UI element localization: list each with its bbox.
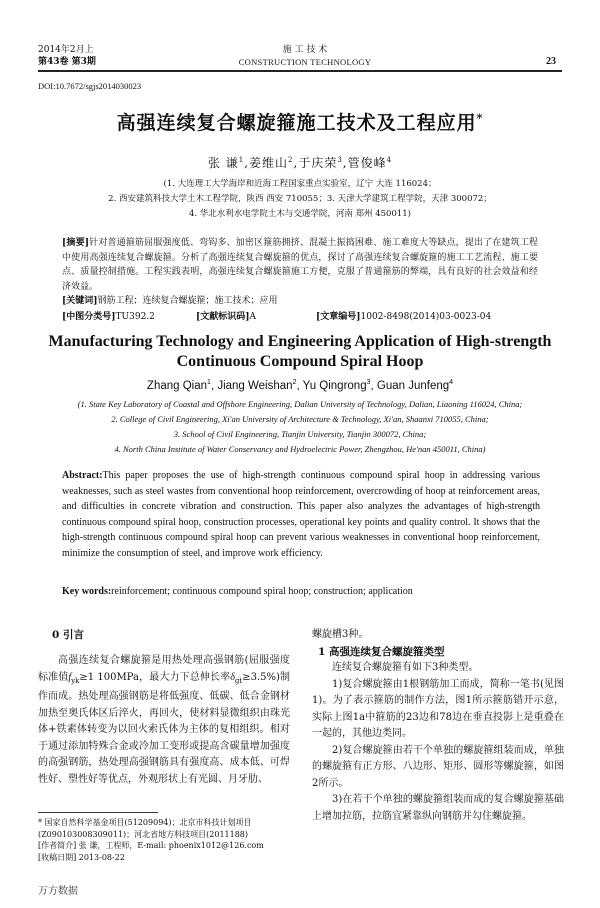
page-number: 23	[546, 56, 556, 67]
clc-label: [中图分类号]	[62, 312, 116, 322]
journal-name-cn: 施 工 技 术	[282, 45, 328, 55]
abstract-en-label: Abstract:	[62, 470, 103, 481]
abstract-en-text: This paper proposes the use of high-strength continuous compound spiral hoop in addressing various weaknesses, such as steel wastes from conventional hoop reinforcement, overcrowding of hoop at reinforcement areas, and difficulties in concrete vibration and construction. This paper also analyzes the advantages of high-strength continuous compound spiral hoop, construction processes, operational key points and quality control. It shows that the high-strength continuous compound spiral hoop can prevent various weaknesses in conventional hoop reinforcement, minimize the consumption of steel, and improve work efficiency.	[62, 470, 540, 559]
art-label: [文章编号]	[316, 312, 361, 322]
title-cn-text: 高强连续复合螺旋箍施工技术及工程应用	[116, 112, 477, 134]
author-en: Guan Junfeng	[376, 379, 450, 392]
keywords-en-text: reinforcement; continuous compound spiral hoop; construction; application	[111, 586, 413, 597]
header-rule	[38, 70, 562, 72]
watermark: 万方数据	[38, 886, 78, 897]
keywords-cn	[62, 293, 538, 306]
authors-en: Zhang Qian$^1$, Jiang Weishan$^2$, Yu Qingrong$^3$, Guan Junfeng$^4$	[146, 379, 454, 392]
author-cn: 于庆荣	[298, 156, 338, 170]
journal-issue-info	[38, 44, 96, 68]
affiliation-cn: 2. 西安建筑科技大学土木工程学院，陕西 西安 710055；3. 天津大学建筑工程学院，天津 300072；	[108, 194, 492, 204]
title-cn	[40, 108, 560, 135]
affiliation-en: (1. State Key Laboratory of Coastal and Offshore Engineering, Dalian University of Technology, Dalian, Liaoning 116024, China;	[77, 399, 523, 409]
type-item-2: 2)复合螺旋箍由若干个单独的螺旋箍组装而成，单独的螺旋箍有正方形、八边形、矩形、圆形等螺旋箍，如图2所示。	[312, 744, 564, 789]
affiliation-en: 4. North China Institute of Water Conservancy and Hydroelectric Power, Zhengzhou, He'nan 450011, China)	[114, 444, 486, 454]
journal-name-en: CONSTRUCTION TECHNOLOGY	[238, 57, 372, 67]
keywords-en	[62, 586, 540, 597]
title-en-line: Manufacturing Technology and Engineering Application of High-strength	[48, 333, 552, 350]
section-heading-intro: 0 引言	[52, 629, 84, 641]
title-en-line: Continuous Compound Spiral Hoop	[176, 353, 424, 370]
abstract-cn-text: 针对普通箍筋屈服强度低、弯钩多、加密区箍筋拥挤、混凝土振捣困难、施工难度大等缺点，提出了在建筑工程中使用高强连续复合螺旋箍。分析了高强连续复合螺旋箍的优点，探讨了高强连续复合螺旋箍的施工工艺流程、施工要点、质量控制措施。工程实践表明，高强连续复合螺旋箍施工方便，克服了普通箍筋的弊端，具有良好的社会效益和经济效益。	[62, 238, 538, 292]
issue-volume: 第43卷 第3期	[38, 57, 96, 67]
journal-name	[210, 44, 400, 68]
author-en: Jiang Weishan	[217, 379, 293, 392]
clc-value: TU392.2	[115, 312, 155, 322]
footnote-fund: * 国家自然科学基金项目(51209094)；北京市科技计划项目(Z090103008309011)；河北省地方科技项目(2011188)	[38, 818, 252, 839]
footnote-author: [作者简介] 张 谦，工程师，E-mail: phoenix1012@126.com	[38, 841, 264, 850]
keywords-cn-text: 钢筋工程；连续复合螺旋箍；施工技术；应用	[97, 296, 278, 306]
author-cn: 张 谦	[207, 156, 239, 170]
type-item-1: 1)复合螺旋箍由1根钢筋加工而成，简称一笔书(见图1)。为了表示箍筋的制作方法，图1所示箍筋错开示意，实际上图1a中箍筋的23边和78边在垂直投影上是重叠在一起的，其他边类同。	[312, 678, 564, 739]
abstract-en	[62, 468, 540, 561]
art-value: 1002-8498(2014)03-0023-04	[360, 312, 492, 322]
footnote-rule	[38, 812, 158, 813]
affiliation-en: 3. School of Civil Engineering, Tianjin University, Tianjin 300072, China;	[173, 429, 427, 439]
intro-paragraph: 高强连续复合螺旋箍是用热处理高强钢筋(屈服强度标准值$f_{yk}\ge 1$ 100MPa，最大力下总伸长率$\delta_{gt}\ge 3.5\%$)制作而成。热处理高强钢筋是将低强度、低碳、低合金钢材加热至奥氏体区后淬火，再回火，使材料显微组织由珠光体+铁素体转变为以回火索氏体为主体的复相组织。相对于通过添加特殊合金或冷加工变形或提高含碳量增加强度的高强钢筋，热处理高强钢筋具有强度高、成本低、可焊性好、塑性好等优点，外观形状上有光圆、月牙肋、	[38, 655, 290, 785]
title-en	[40, 332, 560, 372]
author-en: Yu Qingrong	[302, 379, 367, 392]
affiliation-cn: (1. 大连理工大学海岸和近海工程国家重点实验室，辽宁 大连 116024；	[163, 179, 437, 189]
abstract-cn-label: [摘要]	[62, 238, 90, 248]
authors-cn: 张 谦$^1$,姜维山$^2$,于庆荣$^3$,管俊峰$^4$	[207, 156, 393, 170]
doi: DOI:10.7672/sgjs2014030023	[38, 81, 142, 91]
keywords-en-label: Key words:	[62, 586, 112, 597]
footnote-received: [收稿日期] 2013-08-22	[38, 852, 125, 862]
issue-date: 2014年2月上	[38, 45, 94, 55]
doc-value: A	[249, 312, 257, 322]
types-intro: 连续复合螺旋箍有如下3种类型。	[332, 662, 479, 673]
affiliation-cn: 4. 华北水利水电学院土木与交通学院，河南 郑州 450011)	[189, 209, 411, 219]
footnotes	[38, 817, 298, 863]
right-column	[312, 627, 564, 825]
title-cn-mark: *	[476, 111, 484, 125]
abstract-cn	[62, 236, 538, 294]
doc-label: [文献标识码]	[196, 312, 250, 322]
keywords-cn-label: [关键词]	[62, 296, 98, 306]
author-cn: 管俊峰	[347, 156, 387, 170]
author-cn: 姜维山	[249, 156, 289, 170]
author-en: Zhang Qian	[146, 379, 208, 392]
type-item-3: 3)在若干个单独的螺旋箍组装而成的复合螺旋箍基础上增加拉筋，拉筋宜紧靠纵向钢筋并勾住螺旋箍。	[312, 794, 564, 822]
paragraph-continuation: 螺旋槽3种。	[312, 629, 369, 640]
affiliation-en: 2. College of Civil Engineering, Xi'an University of Architecture & Technology, Xi'an, Shaanxi 710055, China;	[111, 414, 489, 424]
section-heading-types: 1 高强连续复合螺旋箍类型	[318, 645, 445, 658]
